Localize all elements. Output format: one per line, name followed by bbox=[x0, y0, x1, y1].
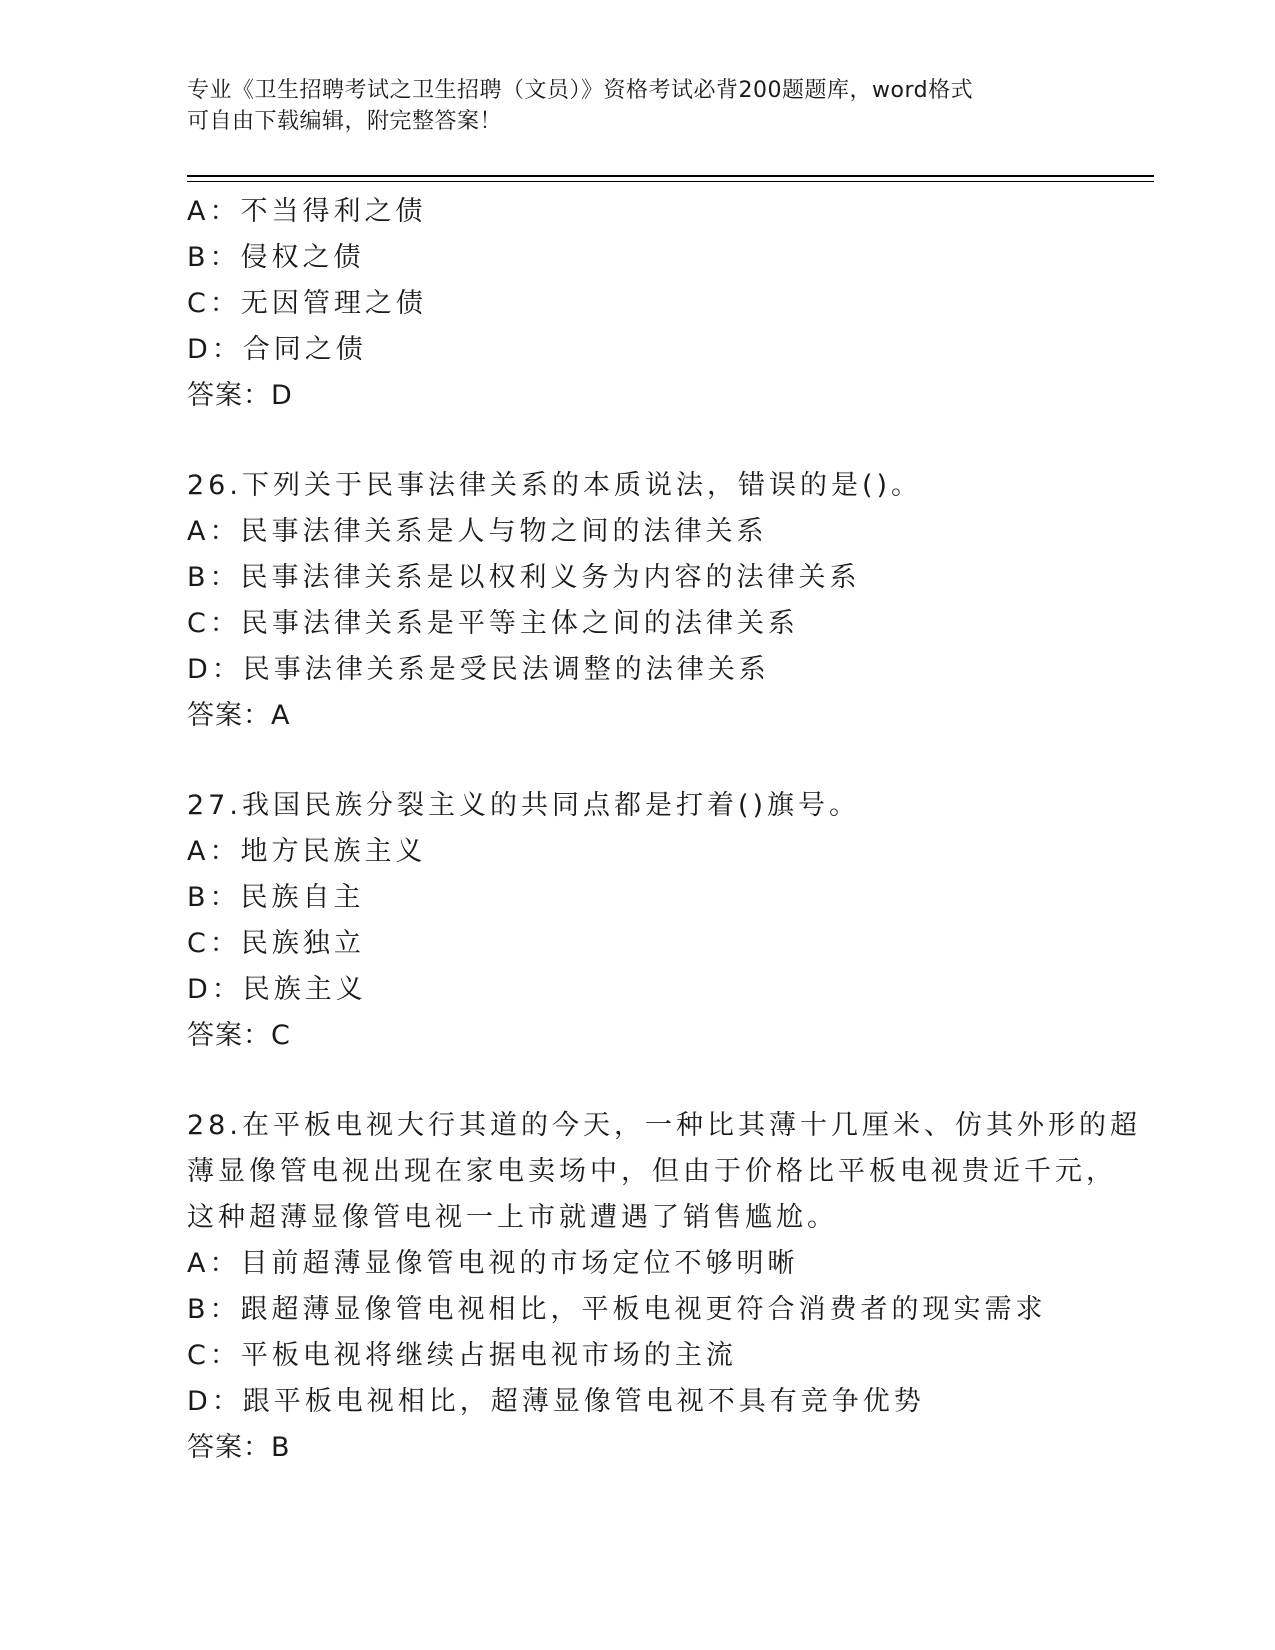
question-block-28 bbox=[187, 1103, 1141, 1471]
option-a: A：不当得利之债 bbox=[187, 196, 427, 227]
header-title-line-1: 专业《卫生招聘考试之卫生招聘（文员）》资格考试必背200题题库，word格式 bbox=[187, 78, 974, 103]
option-c: C：无因管理之债 bbox=[187, 288, 427, 319]
document-header bbox=[187, 75, 1087, 137]
header-title-line-2: 可自由下载编辑，附完整答案！ bbox=[187, 109, 503, 134]
option-c: C：平板电视将继续占据电视市场的主流 bbox=[187, 1340, 737, 1371]
question-block-26 bbox=[187, 463, 1137, 739]
option-d: D：跟平板电视相比，超薄显像管电视不具有竞争优势 bbox=[187, 1386, 925, 1417]
option-a: A：目前超薄显像管电视的市场定位不够明晰 bbox=[187, 1248, 799, 1279]
question-stem: 27.我国民族分裂主义的共同点都是打着()旗号。 bbox=[187, 790, 861, 821]
answer-line: 答案：B bbox=[187, 1432, 291, 1463]
option-b: B：跟超薄显像管电视相比，平板电视更符合消费者的现实需求 bbox=[187, 1294, 1047, 1325]
answer-line: 答案：C bbox=[187, 1020, 291, 1051]
question-block-25 bbox=[187, 189, 1137, 419]
option-d: D：合同之债 bbox=[187, 334, 367, 365]
option-c: C：民事法律关系是平等主体之间的法律关系 bbox=[187, 608, 799, 639]
option-a: A：民事法律关系是人与物之间的法律关系 bbox=[187, 516, 768, 547]
option-b: B：民事法律关系是以权利义务为内容的法律关系 bbox=[187, 562, 861, 593]
question-stem-line-3: 这种超薄显像管电视一上市就遭遇了销售尴尬。 bbox=[187, 1202, 838, 1233]
spacer bbox=[187, 419, 1137, 463]
question-stem: 26.下列关于民事法律关系的本质说法，错误的是()。 bbox=[187, 470, 923, 501]
option-b: B：民族自主 bbox=[187, 882, 365, 913]
option-c: C：民族独立 bbox=[187, 928, 365, 959]
question-block-27 bbox=[187, 783, 1137, 1059]
spacer bbox=[187, 1059, 1137, 1103]
option-a: A：地方民族主义 bbox=[187, 836, 427, 867]
option-b: B：侵权之债 bbox=[187, 242, 365, 273]
header-divider-thin bbox=[187, 181, 1154, 182]
question-stem-line-2: 薄显像管电视出现在家电卖场中，但由于价格比平板电视贵近千元， bbox=[187, 1156, 1117, 1187]
question-stem-line-1: 28.在平板电视大行其道的今天，一种比其薄十几厘米、仿其外形的超 bbox=[187, 1110, 1141, 1141]
header-divider-thick bbox=[187, 175, 1154, 177]
option-d: D：民事法律关系是受民法调整的法律关系 bbox=[187, 654, 770, 685]
answer-line: 答案：D bbox=[187, 380, 293, 411]
answer-line: 答案：A bbox=[187, 700, 291, 731]
question-list bbox=[187, 189, 1141, 1471]
option-d: D：民族主义 bbox=[187, 974, 367, 1005]
spacer bbox=[187, 739, 1137, 783]
